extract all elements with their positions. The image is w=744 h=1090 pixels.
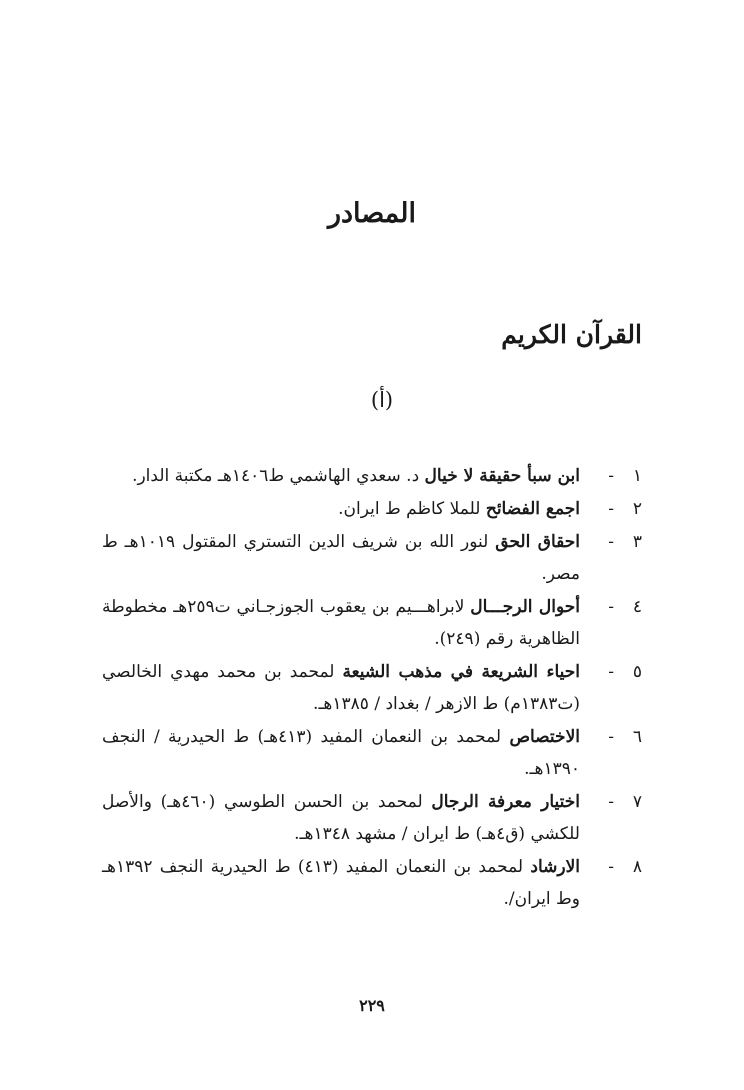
entry-dash: -	[608, 466, 614, 486]
bibliography-entry	[102, 656, 642, 720]
bibliography-entry	[102, 460, 642, 492]
section-heading: القرآن الكريم	[501, 320, 642, 349]
entry-title: أحوال الرجـــال	[470, 597, 580, 617]
bibliography-entry	[102, 851, 642, 915]
entry-title: احياء الشريعة في مذهب الشيعة	[342, 662, 581, 682]
entry-title: الارشاد	[530, 857, 581, 877]
entry-details: لنور الله بن شريف الدين التستري المقتول ١٠١٩هـ ط مصر.	[102, 532, 580, 584]
entry-title: اجمع الفضائح	[485, 499, 580, 519]
entry-dash: -	[608, 532, 614, 552]
entry-details: لمحمد بن النعمان المفيد (٤١٣) ط الحيدرية النجف ١٣٩٢هـ وط ايران/.	[102, 857, 580, 909]
entry-title: اختيار معرفة الرجال	[431, 792, 580, 812]
bibliography-entry	[102, 526, 642, 590]
entry-dash: -	[608, 792, 614, 812]
entry-number: ٤	[632, 597, 642, 617]
entry-dash: -	[608, 597, 614, 617]
chapter-title: المصادر	[327, 198, 417, 229]
entry-number: ٢	[632, 499, 642, 519]
entry-details: لمحمد بن النعمان المفيد (٤١٣هـ) ط الحيدرية / النجف ١٣٩٠هـ.	[102, 727, 580, 779]
entry-details: للملا كاظم ط ايران.	[338, 499, 486, 519]
entry-number: ٣	[632, 532, 642, 552]
entry-number: ١	[632, 466, 642, 486]
entry-title: احقاق الحق	[495, 532, 580, 552]
entry-details: لابراهـــيم بن يعقوب الجوزجـاني ت٢٥٩هـ مخطوطة الظاهرية رقم (٢٤٩).	[102, 597, 580, 649]
bibliography-entry	[102, 721, 642, 785]
entry-number: ٧	[632, 792, 642, 812]
entry-details: لمحمد بن محمد مهدي الخالصي (ت١٣٨٣م) ط الازهر / بغداد / ١٣٨٥هـ.	[102, 662, 580, 714]
entry-details: لمحمد بن الحسن الطوسي (٤٦٠هـ) والأصل للكشي (ق٤هـ) ط ايران / مشهد ١٣٤٨هـ.	[102, 792, 580, 844]
bibliography-entry	[102, 786, 642, 850]
entry-number: ٨	[632, 857, 642, 877]
entry-details: د. سعدي الهاشمي ط١٤٠٦هـ مكتبة الدار.	[132, 466, 425, 486]
entry-dash: -	[608, 499, 614, 519]
entry-title: الاختصاص	[509, 727, 580, 747]
entry-number: ٥	[632, 662, 642, 682]
entry-title: ابن سبأ حقيقة لا خيال	[424, 466, 580, 486]
letter-heading: (أ)	[370, 388, 394, 412]
page-number: ٢٢٩	[359, 996, 385, 1015]
bibliography-entry	[102, 493, 642, 525]
entry-number: ٦	[632, 727, 642, 747]
bibliography-entry	[102, 591, 642, 655]
entry-dash: -	[608, 662, 614, 682]
entry-dash: -	[608, 857, 614, 877]
entry-dash: -	[608, 727, 614, 747]
bibliography-list	[102, 460, 642, 916]
